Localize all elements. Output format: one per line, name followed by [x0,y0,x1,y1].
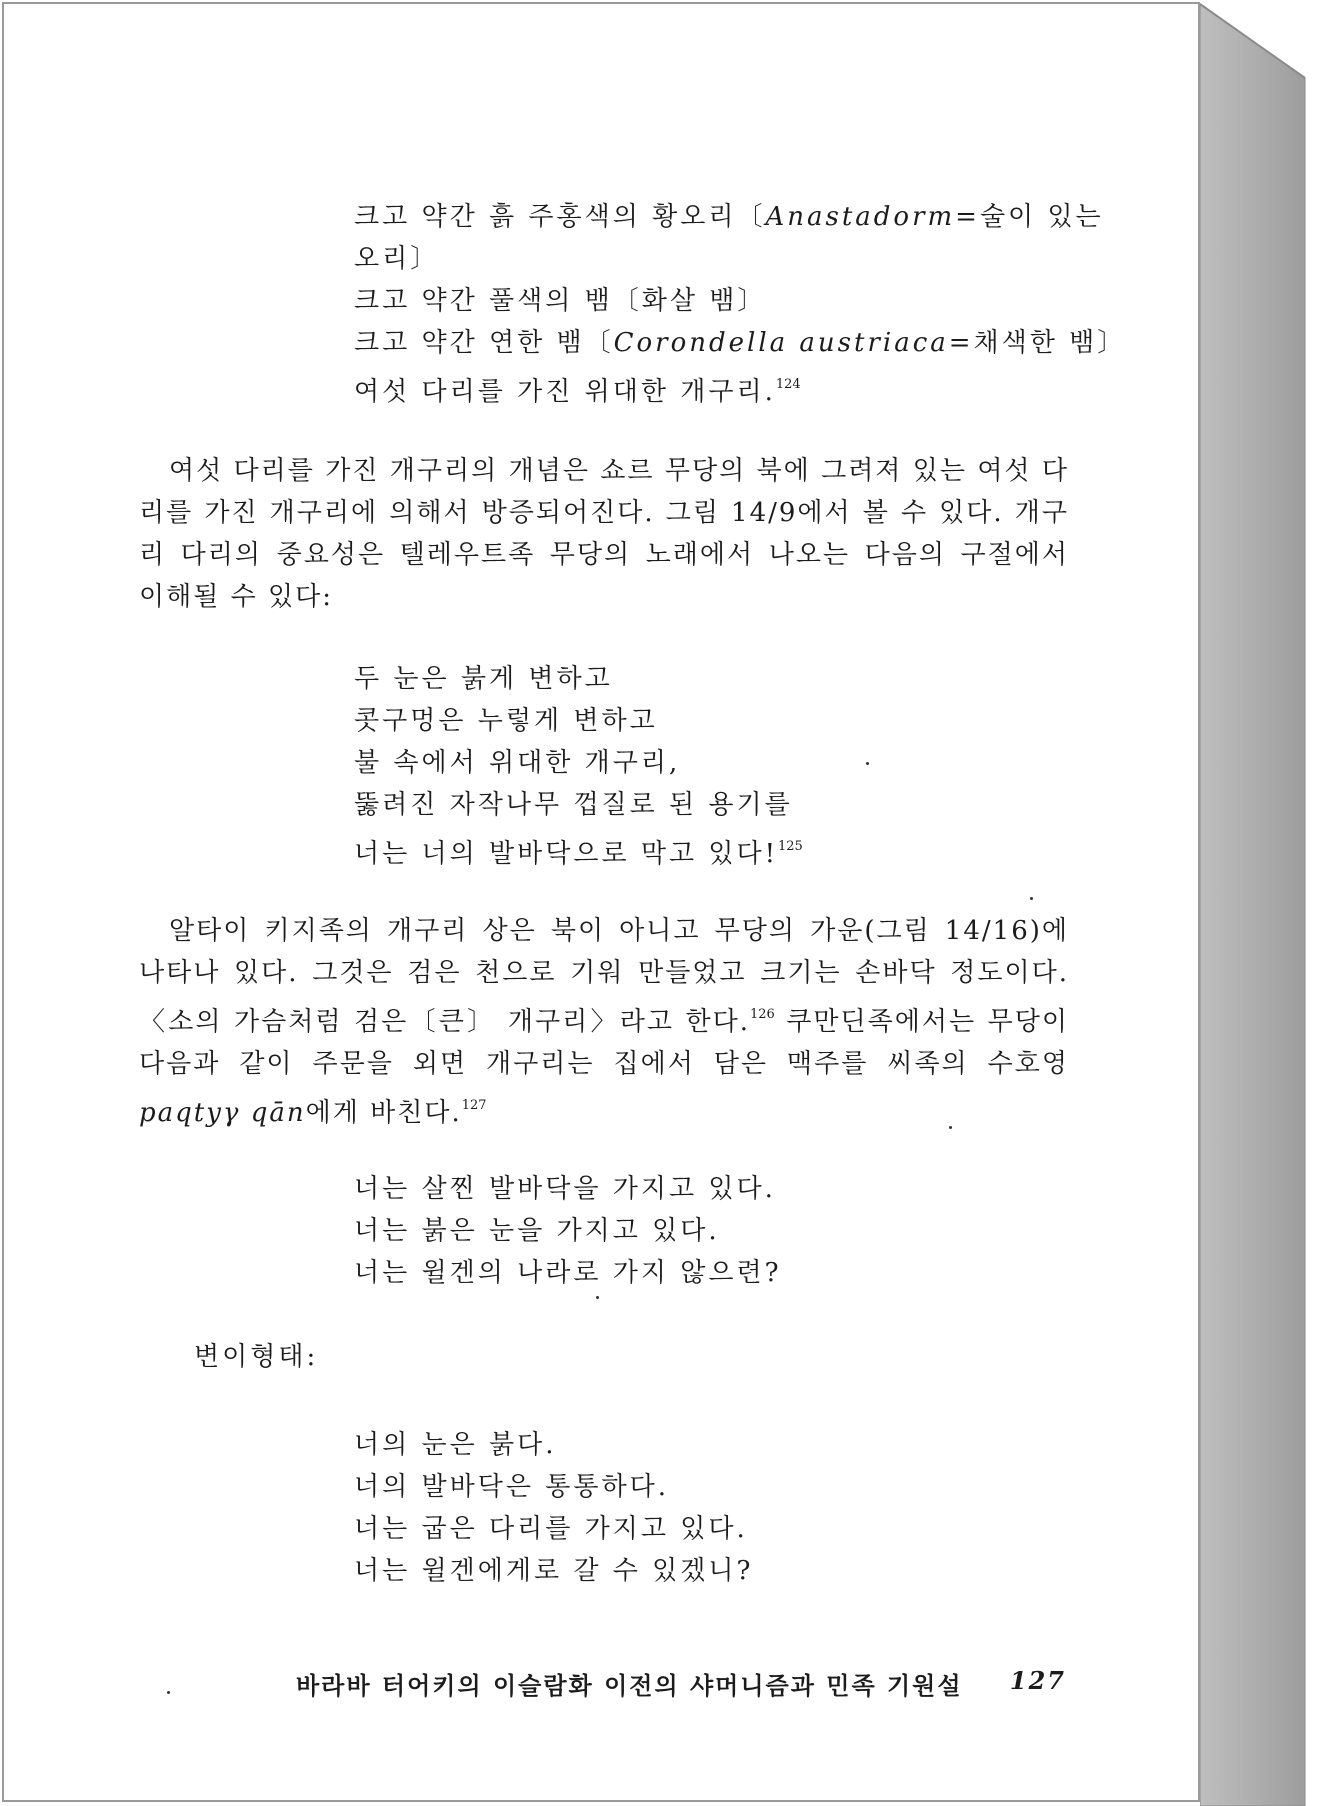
verse-block-3 [354,1168,782,1294]
verse-line: 크고 약간 풀색의 뱀〔화살 뱀〕 [354,286,767,316]
scan-speck [866,762,869,765]
verse-line: 크고 약간 흙 주홍색의 황오리〔Anastadorm=술이 있는 [354,202,1104,232]
scan-speck [949,1126,952,1129]
verse-block-4 [354,1424,753,1592]
verse-line: 두 눈은 붉게 변하고 [354,664,613,694]
running-title: 바라바 터어키의 이슬람화 이전의 샤머니즘과 민족 기원설 [296,1671,963,1700]
book-page [2,2,1200,1802]
verse-line: 오리〕 [354,244,440,274]
verse-line: 크고 약간 연한 뱀〔Corondella austriaca=채색한 뱀〕 [354,328,1127,358]
latin-name: Corondella austriaca [613,328,949,358]
verse-line: 너는 살찐 발바닥을 가지고 있다. [354,1174,776,1204]
footnote-ref: 124 [775,377,801,392]
verse-line: 불 속에서 위대한 개구리, [354,748,681,778]
book-edge [1200,2,1330,1806]
footnote-ref: 125 [778,839,803,854]
body-paragraph-1: 여섯 다리를 가진 개구리의 개념은 쇼르 무당의 북에 그려져 있는 여섯 다리를 가진 개구리에 의해서 방증되어진다. 그림 14/9에서 볼 수 있다. 개구리 다리의 중요성은 텔레우트족 무당의 노래에서 나오는 다음의 구절에서 이해될 수 있다: [139,456,1069,612]
variant-label: 변이형태: [194,1342,319,1372]
footnote-ref: 126 [749,1007,775,1022]
scan-speck [1030,897,1033,900]
verse-line: 콧구멍은 누렇게 변하고 [354,706,658,736]
verse-block-1 [354,196,1126,406]
verse-block-2 [354,658,803,868]
page-number: 127 [1009,1666,1066,1695]
body-paragraph-2: 알타이 키지족의 개구리 상은 북이 아니고 무당의 가운(그림 14/16)에 나타나 있다. 그것은 검은 천으로 기워 만들었고 크기는 손바닥 정도이다. 〈소의 가슴처럼 검은〔큰〕 개구리〉라고 한다.$^{126}$ 쿠만딘족에서는 무당이 다음과 같이 주문을 외면 개구리는 집에서 담은 맥주를 씨족의 수호영 paqtyγ qān에게 바친다.$^{127}$ [139,916,1069,1128]
verse-line: 너의 발바닥은 통통하다. [354,1472,669,1502]
verse-line: 너는 붉은 눈을 가지고 있다. [354,1216,720,1246]
verse-line: 너의 눈은 붉다. [354,1430,557,1460]
latin-name: paqtyγ qān [139,1098,306,1128]
book-edge-shape [1200,2,1330,1806]
latin-name: Anastadorm [765,202,956,232]
verse-line: 여섯 다리를 가진 위대한 개구리.$^{124}$ [354,377,801,407]
scan-speck [167,1691,170,1694]
footnote-ref: 127 [461,1098,487,1113]
page-footer [296,1666,1066,1701]
verse-line: 뚫려진 자작나무 껍질로 된 용기를 [354,790,793,820]
verse-line: 너는 굽은 다리를 가지고 있다. [354,1514,748,1544]
verse-line: 너는 윌겐의 나라로 가지 않으련? [354,1258,782,1288]
verse-line: 너는 윌겐에게로 갈 수 있겠니? [354,1556,754,1586]
verse-line: 너는 너의 발바닥으로 막고 있다!$^{125}$ [354,839,803,869]
scan-speck [596,1296,599,1299]
